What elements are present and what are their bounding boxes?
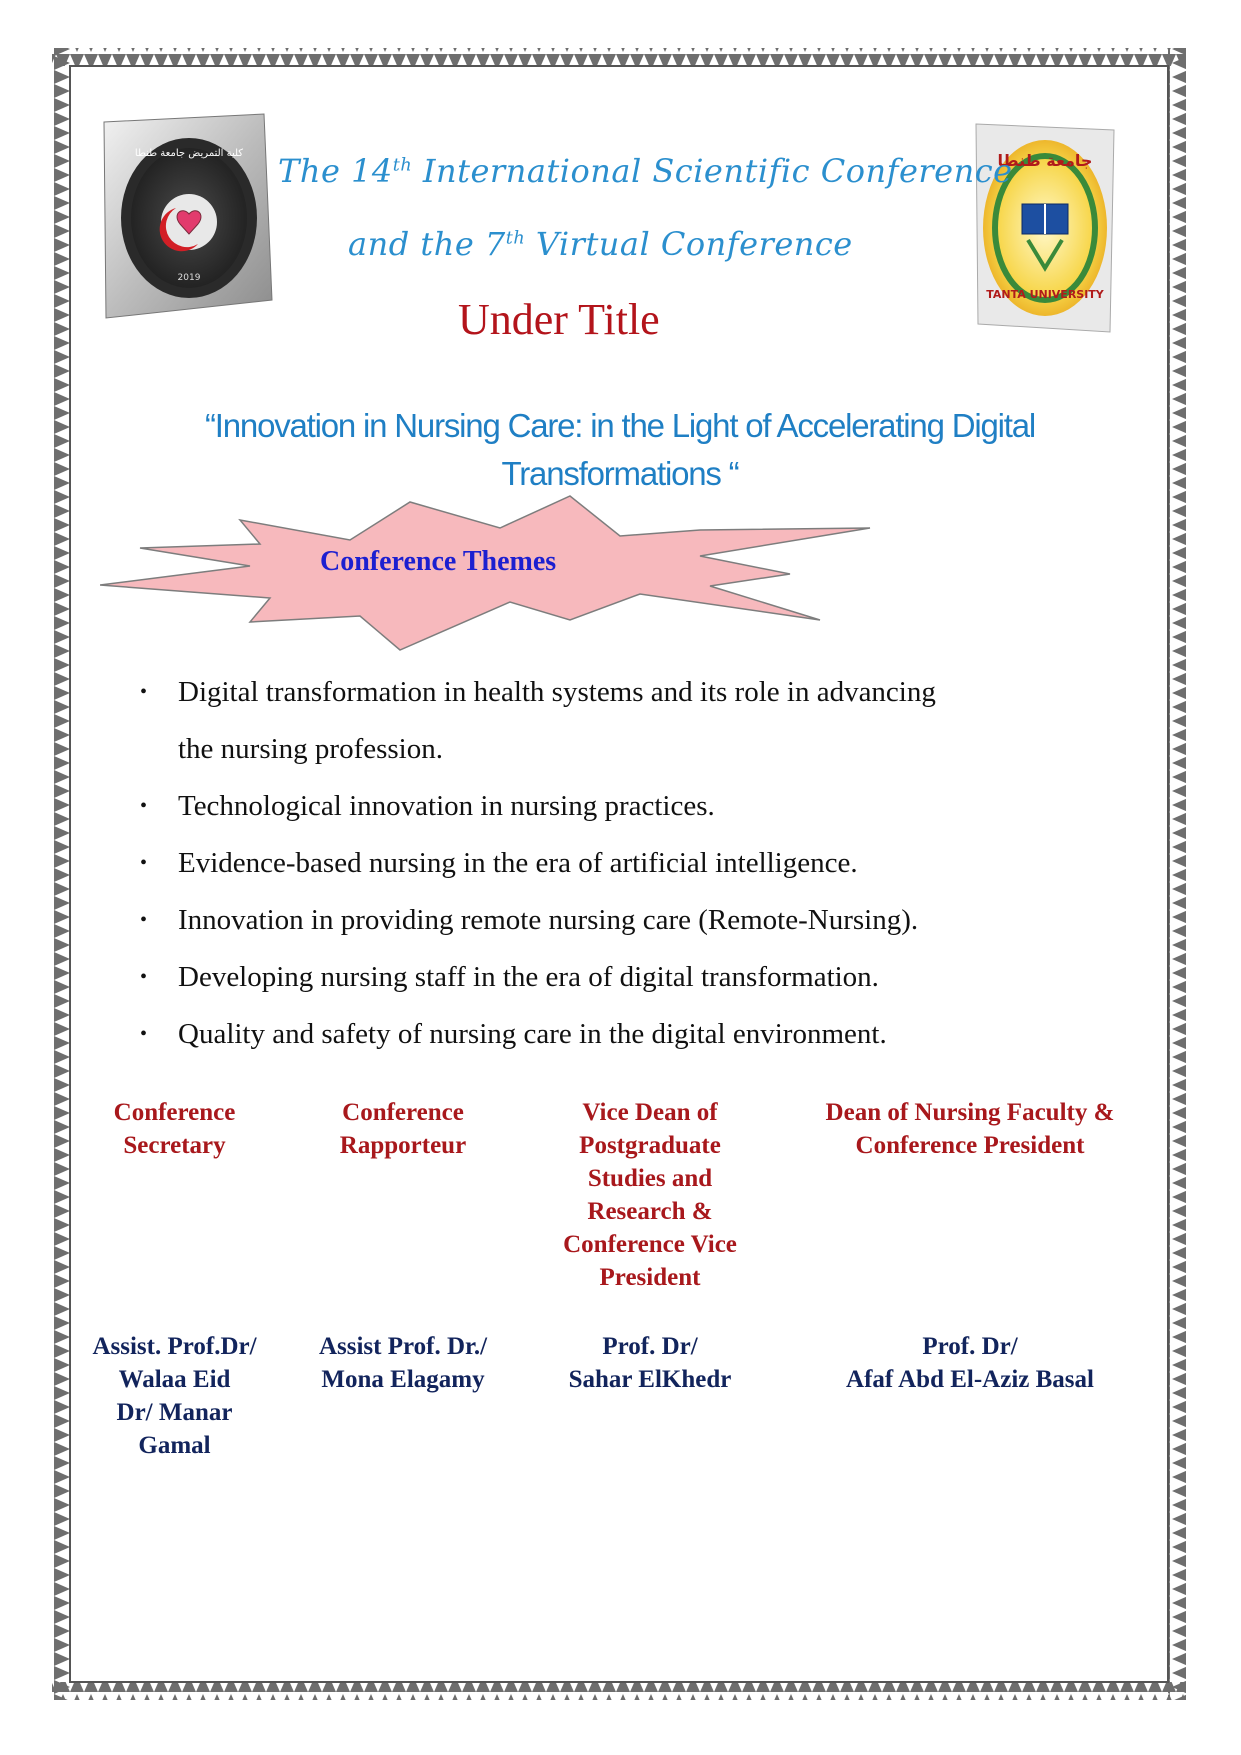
theme-item: • Innovation in providing remote nursing care (Remote-Nursing). (140, 892, 1100, 949)
role-vice-dean: Vice Dean of Postgraduate Studies and Research & Conference Vice President (563, 1099, 737, 1291)
name-dean: Prof. Dr/ Afaf Abd El-Aziz Basal (846, 1333, 1094, 1393)
theme-item: • Evidence-based nursing in the era of artificial intelligence. (140, 835, 1100, 892)
main-title-line2: Transformations “ (501, 455, 739, 492)
theme-item: • Technological innovation in nursing practices. (140, 778, 1100, 835)
svg-text:2019: 2019 (177, 273, 201, 283)
svg-text:جامعة طنطا: جامعة طنطا (997, 151, 1093, 170)
name-conference-rapporteur: Assist Prof. Dr./ Mona Elagamy (318, 1333, 488, 1393)
faculty-of-nursing-logo (86, 110, 282, 332)
bullet-icon: • (140, 966, 148, 988)
under-title-heading: Under Title (458, 295, 660, 344)
bullet-icon: • (140, 681, 148, 703)
bullet-icon: • (140, 852, 148, 874)
theme-item: • Digital transformation in health systems and its role in advancing the nursing profession. (140, 664, 1100, 778)
bullet-icon: • (140, 909, 148, 931)
theme-item: • Developing nursing staff in the era of digital transformation. (140, 949, 1100, 1006)
conference-themes-heading: Conference Themes (320, 546, 557, 577)
themes-list (140, 664, 1100, 1063)
name-vice-dean: Prof. Dr/ Sahar ElKhedr (568, 1333, 732, 1393)
conference-title-line1: The 14th International Scientific Conference (278, 152, 1013, 190)
name-conference-secretary: Assist. Prof.Dr/ Walaa Eid Dr/ Manar Gamal (92, 1333, 257, 1459)
bullet-icon: • (140, 1023, 148, 1045)
conference-main-title (120, 402, 1120, 498)
role-dean: Dean of Nursing Faculty & Conference President (825, 1099, 1115, 1159)
border-left (52, 48, 70, 1700)
svg-text:كلية التمريض جامعة طنطا: كلية التمريض جامعة طنطا (134, 148, 244, 159)
border-right (1168, 48, 1186, 1700)
bullet-icon: • (140, 795, 148, 817)
role-conference-secretary: Conference Secretary (113, 1099, 236, 1159)
svg-text:TANTA UNIVERSITY: TANTA UNIVERSITY (986, 288, 1104, 301)
main-title-line1: “Innovation in Nursing Care: in the Light of Accelerating Digital (205, 407, 1035, 444)
border-bottom (52, 1682, 1186, 1700)
border-top (52, 48, 1186, 66)
conference-title-line2: and the 7th Virtual Conference (348, 225, 853, 263)
theme-item: • Quality and safety of nursing care in the digital environment. (140, 1006, 1100, 1063)
role-conference-rapporteur: Conference Rapporteur (339, 1099, 467, 1159)
